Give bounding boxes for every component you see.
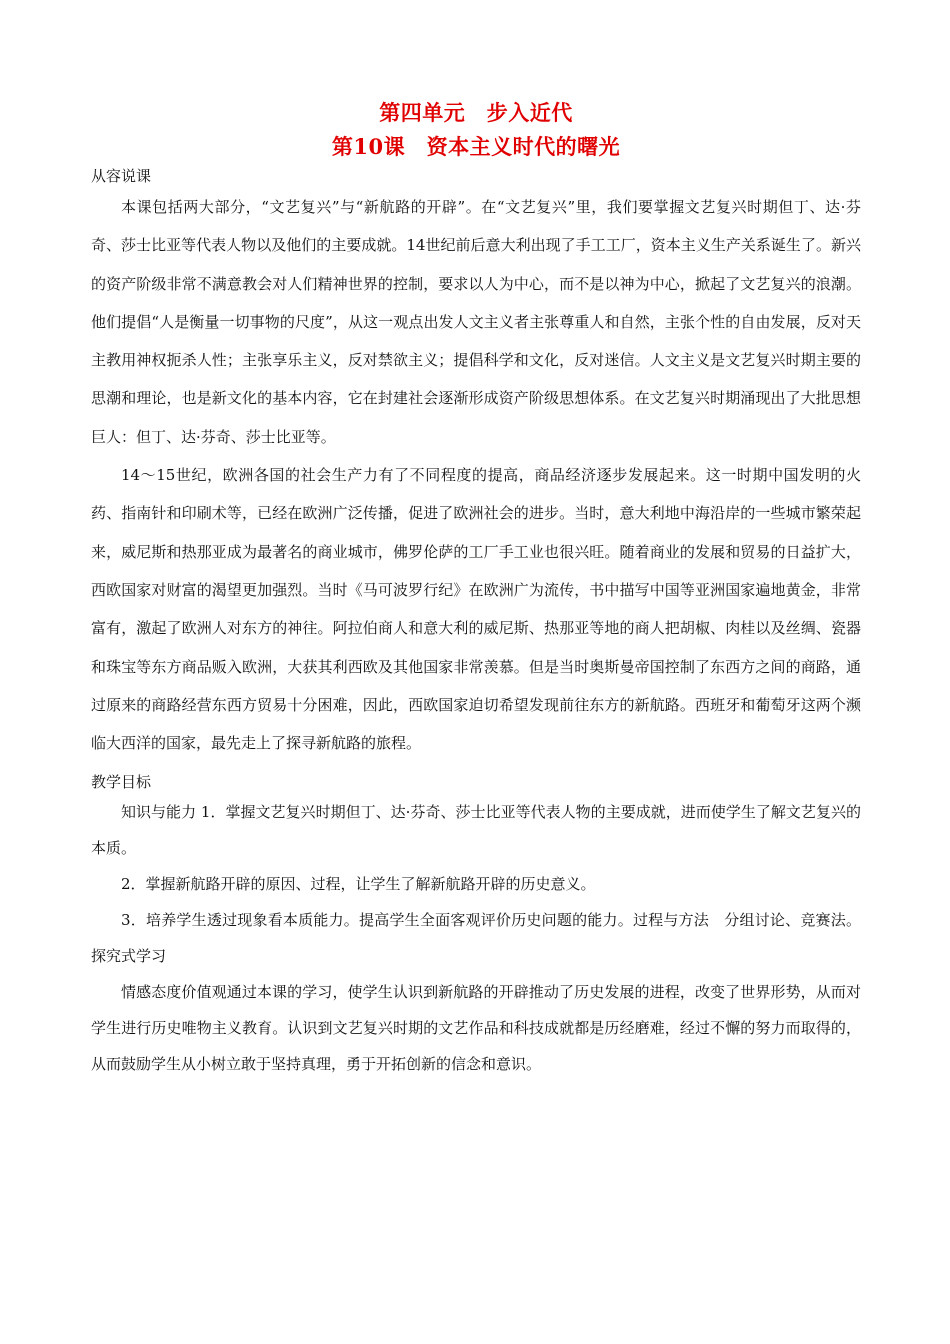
- unit-title: 第四单元 步入近代: [379, 100, 573, 125]
- intro-paragraph-1: 本课包括两大部分，“文艺复兴”与“新航路的开辟”。在“文艺复兴”里，我们要掌握文艺复兴时期但丁、达·芬奇、莎士比亚等代表人物以及他们的主要成就。14世纪前后意大利出现了手工工厂，资本主义生产关系诞生了。新兴的资产阶级非常不满意教会对人们精神世界的控制，要求以人为中心，而不是以神为中心，掀起了文艺复兴的浪潮。他们提倡“人是衡量一切事物的尺度”，从这一观点出发人文主义者主张尊重人和自然，主张个性的自由发展，反对天主教用神权扼杀人性；主张享乐主义，反对禁欲主义；提倡科学和文化，反对迷信。人文主义是文艺复兴时期主要的思潮和理论，也是新文化的基本内容，它在封建社会逐渐形成资产阶级思想体系。在文艺复兴时期涌现出了大批思想巨人：但丁、达·芬奇、莎士比亚等。: [91, 198, 861, 446]
- lesson-title: 第10课 资本主义时代的曙光: [331, 134, 621, 159]
- goal-knowledge: 知识与能力 1．掌握文艺复兴时期但丁、达·芬奇、莎士比亚等代表人物的主要成就，进而使学生了解文艺复兴的本质。: [91, 803, 861, 858]
- section-heading-goals: 教学目标: [91, 773, 152, 792]
- intro-paragraph-2: 14～15世纪，欧洲各国的社会生产力有了不同程度的提高，商品经济逐步发展起来。这一时期中国发明的火药、指南针和印刷术等，已经在欧洲广泛传播，促进了欧洲社会的进步。当时，意大利地中海沿岸的一些城市繁荣起来，威尼斯和热那亚成为最著名的商业城市，佛罗伦萨的工厂手工业也很兴旺。随着商业的发展和贸易的日益扩大，西欧国家对财富的渴望更加强烈。当时《马可波罗行纪》在欧洲广为流传，书中描写中国等亚洲国家遍地黄金，非常富有，激起了欧洲人对东方的神往。阿拉伯商人和意大利的威尼斯、热那亚等地的商人把胡椒、肉桂以及丝绸、瓷器和珠宝等东方商品贩入欧洲，大获其利西欧及其他国家非常羡慕。但是当时奥斯曼帝国控制了东西方之间的商路，通过原来的商路经营东西方贸易十分困难，因此，西欧国家迫切希望发现前往东方的新航路。西班牙和葡萄牙这两个濒临大西洋的国家，最先走上了探寻新航路的旅程。: [91, 466, 861, 753]
- goal-values: 情感态度价值观通过本课的学习，使学生认识到新航路的开辟推动了历史发展的进程，改变了世界形势，从而对学生进行历史唯物主义教育。认识到文艺复兴时期的文艺作品和科技成就都是历经磨难，经过不懈的努力而取得的，从而鼓励学生从小树立敢于坚持真理，勇于开拓创新的信念和意识。: [91, 983, 861, 1074]
- document-page: [91, 96, 861, 1082]
- goal-analysis: 3．培养学生透过现象看本质能力。提高学生全面客观评价历史问题的能力。过程与方法 分组讨论、竞赛法。探究式学习: [91, 911, 861, 966]
- goal-navigation: 2．掌握新航路开辟的原因、过程，让学生了解新航路开辟的历史意义。: [121, 875, 596, 894]
- section-heading-intro: 从容说课: [91, 167, 152, 185]
